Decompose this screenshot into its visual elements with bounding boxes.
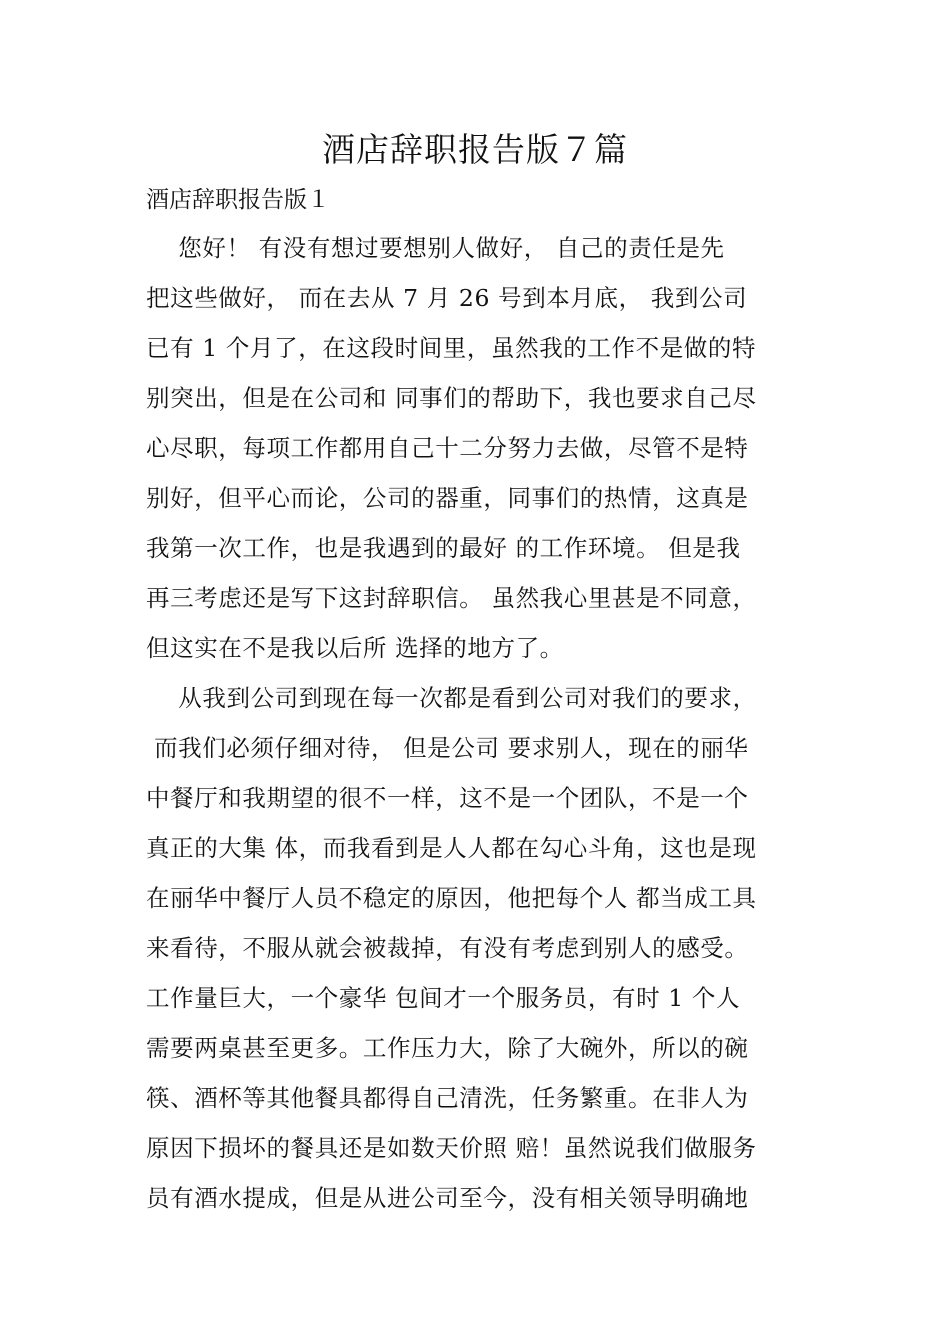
body-line: 已有 1 个月了，在这段时间里，虽然我的工作不是做的特 <box>146 334 757 362</box>
section-heading: 酒店辞职报告版１ <box>146 187 330 213</box>
body-line: 我第一次工作，也是我遇到的最好 的工作环境。 但是我 <box>146 534 741 562</box>
body-line: 别好，但平心而论，公司的器重，同事们的热情，这真是 <box>146 484 749 512</box>
body-line: 而我们必须仔细对待， 但是公司 要求别人，现在的丽华 <box>146 734 749 762</box>
body-line: 把这些做好， 而在去从 7 月 26 号到本月底， 我到公司 <box>146 284 748 312</box>
body-line: 但这实在不是我以后所 选择的地方了。 <box>146 634 564 662</box>
body-line: 需要两桌甚至更多。工作压力大，除了大碗外，所以的碗 <box>146 1034 749 1062</box>
body-line: 员有酒水提成，但是从进公司至今，没有相关领导明确地 <box>146 1184 749 1212</box>
body-line: 真正的大集 体，而我看到是人人都在勾心斗角，这也是现 <box>146 834 757 862</box>
body-line: 原因下损坏的餐具还是如数天价照 赔！虽然说我们做服务 <box>146 1134 757 1162</box>
body-line: 别突出，但是在公司和 同事们的帮助下，我也要求自己尽 <box>146 384 757 412</box>
body-line: 工作量巨大，一个豪华 包间才一个服务员，有时 1 个人 <box>146 984 741 1012</box>
body-line: 心尽职，每项工作都用自己十二分努力去做，尽管不是特 <box>146 434 749 462</box>
body-line: 从我到公司到现在每一次都是看到公司对我们的要求， <box>146 684 757 712</box>
document-title: 酒店辞职报告版７篇 <box>322 130 628 169</box>
body-line: 来看待，不服从就会被裁掉，有没有考虑到别人的感受。 <box>146 934 749 962</box>
body-line: 中餐厅和我期望的很不一样，这不是一个团队，不是一个 <box>146 784 749 812</box>
body-line: 在丽华中餐厅人员不稳定的原因，他把每个人 都当成工具 <box>146 884 757 912</box>
body-line: 您好！ 有没有想过要想别人做好， 自己的责任是先 <box>146 234 725 262</box>
body-line: 筷、酒杯等其他餐具都得自己清洗，任务繁重。在非人为 <box>146 1084 749 1112</box>
body-line: 再三考虑还是写下这封辞职信。 虽然我心里甚是不同意， <box>146 584 757 612</box>
